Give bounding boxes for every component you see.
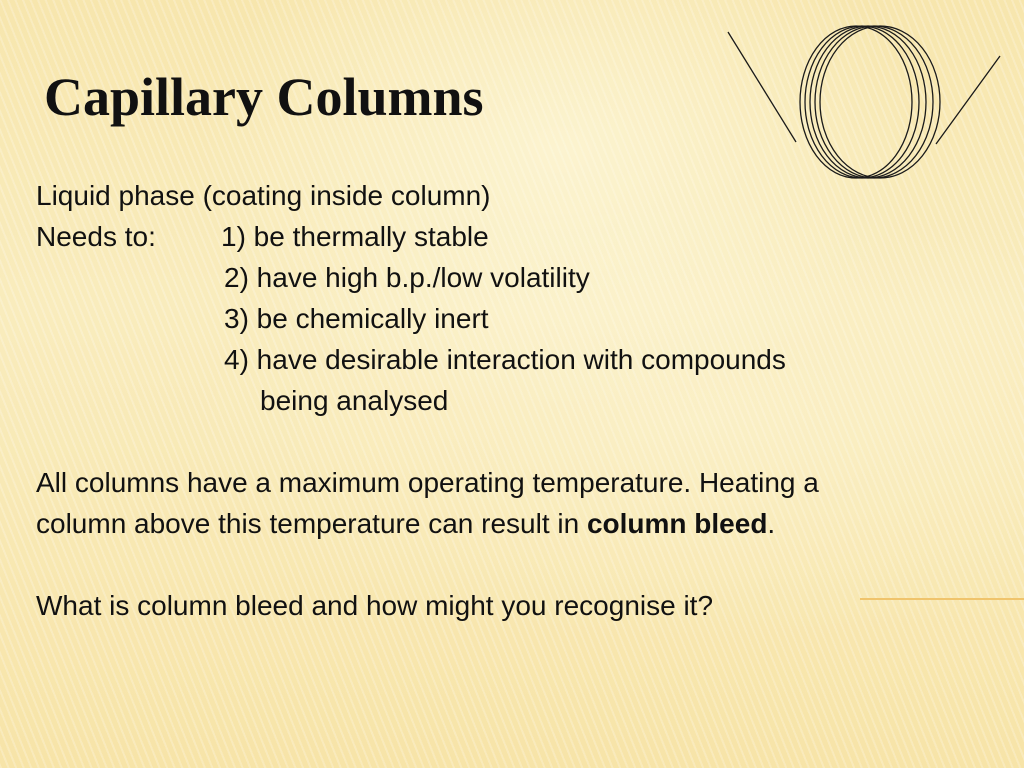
column-bleed-term: column bleed xyxy=(586,508,768,539)
requirement-item-1: 1) be thermally stable xyxy=(221,221,489,252)
requirement-item-4: 4) have desirable interaction with compounds xyxy=(224,344,786,375)
requirement-item-4-continued: being analysed xyxy=(260,385,449,416)
text-liquid-phase: Liquid phase (coating inside column) xyxy=(36,180,491,211)
paragraph-line-1: All columns have a maximum operating temperature. Heating a xyxy=(36,467,819,498)
question-text: What is column bleed and how might you recognise it? xyxy=(36,590,714,621)
slide-title: Capillary Columns xyxy=(44,67,484,127)
paragraph-line-2-end: . xyxy=(767,508,776,539)
paragraph-line-2 xyxy=(36,510,775,538)
requirement-item-2: 2) have high b.p./low volatility xyxy=(224,262,590,293)
capillary-column-coil-icon xyxy=(724,22,1004,182)
paragraph-line-2-text: column above this temperature can result in xyxy=(36,508,587,539)
accent-divider-line xyxy=(860,598,1024,600)
text-needs-to-label: Needs to: xyxy=(36,221,156,252)
requirement-item-3: 3) be chemically inert xyxy=(224,303,489,334)
